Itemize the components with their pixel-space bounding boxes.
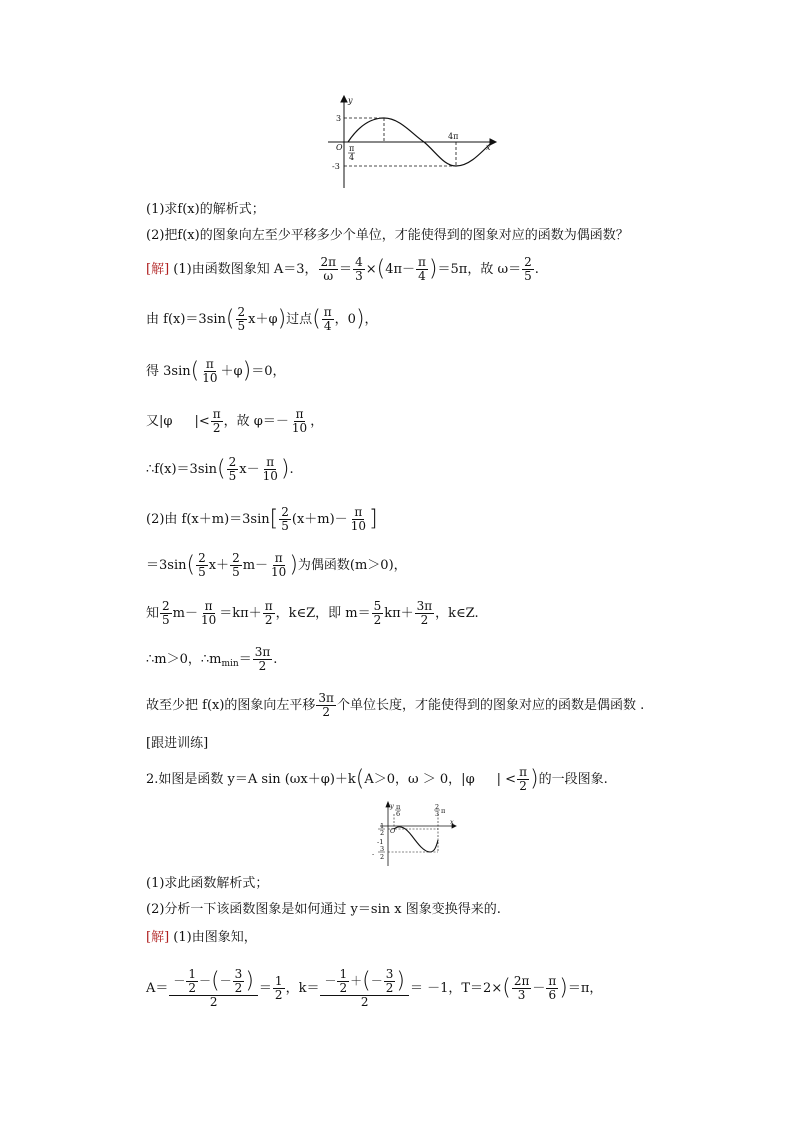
- sine-graph-1: [320, 94, 500, 194]
- problem-2-statement: 2.如图是函数 y＝A sin (ωx＋φ)＋k(A＞0，ω ＞ 0，|φ | < $\frac{\pi}{2}$ )的一段图象.: [146, 765, 608, 793]
- solution-line-2: 由 f(x)＝3sin( $\frac{2}{5}$ x＋φ)过点( $\frac{\pi}{4}$ ，0)，: [146, 305, 378, 333]
- sine-graph-2: [368, 800, 458, 872]
- x-axis-label: x: [486, 143, 491, 152]
- solution-tag: [解]: [146, 262, 170, 277]
- y-axis-label: y: [390, 802, 394, 810]
- svg-text:6: 6: [396, 810, 401, 818]
- solution-line-5: ∴f(x)＝3sin( $\frac{2}{5}$ x－ $\frac{\pi}{10}$ ).: [146, 455, 294, 483]
- svg-text:π: π: [396, 803, 401, 811]
- svg-text:-: -: [372, 850, 375, 858]
- x-tick-pi-num: π: [349, 144, 355, 153]
- question-1: (1)求f(x)的解析式；: [146, 202, 265, 217]
- x-axis-arrow: [490, 139, 496, 145]
- svg-text:3: 3: [435, 810, 440, 818]
- y-axis-label: y: [348, 96, 353, 105]
- y-axis-arrow: [341, 96, 347, 102]
- y-tick-neg3: -3: [332, 162, 340, 171]
- svg-text:3: 3: [380, 845, 385, 853]
- problem-2-question-2: (2)分析一下该函数图象是如何通过 y＝sin x 图象变换得来的.: [146, 902, 501, 917]
- x-axis-label: x: [450, 818, 454, 826]
- solution-line-8: 知 $\frac{2}{5}$ m－ $\frac{\pi}{10}$ ＝kπ＋ $\frac{\pi}{2}$ ，k∈Z，即 m＝ $\frac{5}{2}$ kπ＋ $\frac{3\pi}{2}$ ，k∈Z.: [146, 599, 479, 627]
- solution-line-7: ＝3sin( $\frac{2}{5}$ x＋ $\frac{2}{5}$ m－ $\frac{\pi}{10}$ )为偶函数(m＞0)，: [146, 551, 407, 579]
- x-tick-4pi: 4π: [448, 132, 459, 141]
- svg-text:2: 2: [380, 853, 385, 861]
- svg-text:2: 2: [435, 803, 440, 811]
- svg-text:2: 2: [380, 829, 385, 837]
- solution-line-6: (2)由 f(x＋m)＝3sin[ $\frac{2}{5}$ (x＋m)－ $\frac{\pi}{10}$ ]: [146, 505, 378, 533]
- x-tick-pi-den: 4: [349, 153, 355, 162]
- solution-line-9: ∴m＞0，$\therefore m_{min}=$ $\frac{3\pi}{2}$ .: [146, 645, 278, 673]
- svg-text:-1: -1: [377, 838, 384, 846]
- solution-line-4: 又|φ |< $\frac{\pi}{2}$ ，故 φ＝－ $\frac{\pi}{10}$ ，: [146, 407, 324, 435]
- svg-text:π: π: [441, 807, 446, 815]
- problem-2-question-1: (1)求此函数解析式；: [146, 876, 269, 891]
- solution-2-line-1: [解] (1)由图象知，: [146, 930, 257, 945]
- svg-text:1: 1: [380, 822, 385, 830]
- solution-2-line-2: A＝ － $\frac{1}{2}$ －(－ $\frac{3}{2}$ ) 2 ＝ $\frac{1}{2}$ ，k＝ － $\frac{1}{2}$ ＋(－ $\frac{3}{2}$ ) 2 ＝ －1，T＝2×( $\frac{2\pi}{3}$ － $\frac{\pi}{6}$ )＝π，: [146, 967, 603, 1009]
- solution-tag: [解]: [146, 930, 170, 945]
- origin-label: O: [336, 143, 343, 152]
- y-tick-3: 3: [336, 114, 342, 123]
- follow-up-heading: [跟进训练]: [146, 736, 209, 751]
- solution-line-1: [解] (1)由函数图象知 A＝3， $\frac{2\pi}{\omega}$ ＝ $\frac{4}{3}$ ×(4π－ $\frac{\pi}{4}$ )＝5π，故 ω＝ $\frac{2}{5}$ .: [146, 255, 539, 283]
- sine-curve: [394, 827, 438, 852]
- solution-line-3: 得 3sin( $\frac{\pi}{10}$ ＋φ)＝0，: [146, 357, 286, 385]
- origin-label: O: [390, 827, 396, 835]
- solution-conclusion: 故至少把 f(x)的图象向左平移 $\frac{3\pi}{2}$ 个单位长度，才能使得到的图象对应的函数是偶函数 .: [146, 691, 645, 719]
- question-2: (2)把f(x)的图象向左至少平移多少个单位，才能使得到的图象对应的函数为偶函数？: [146, 228, 629, 243]
